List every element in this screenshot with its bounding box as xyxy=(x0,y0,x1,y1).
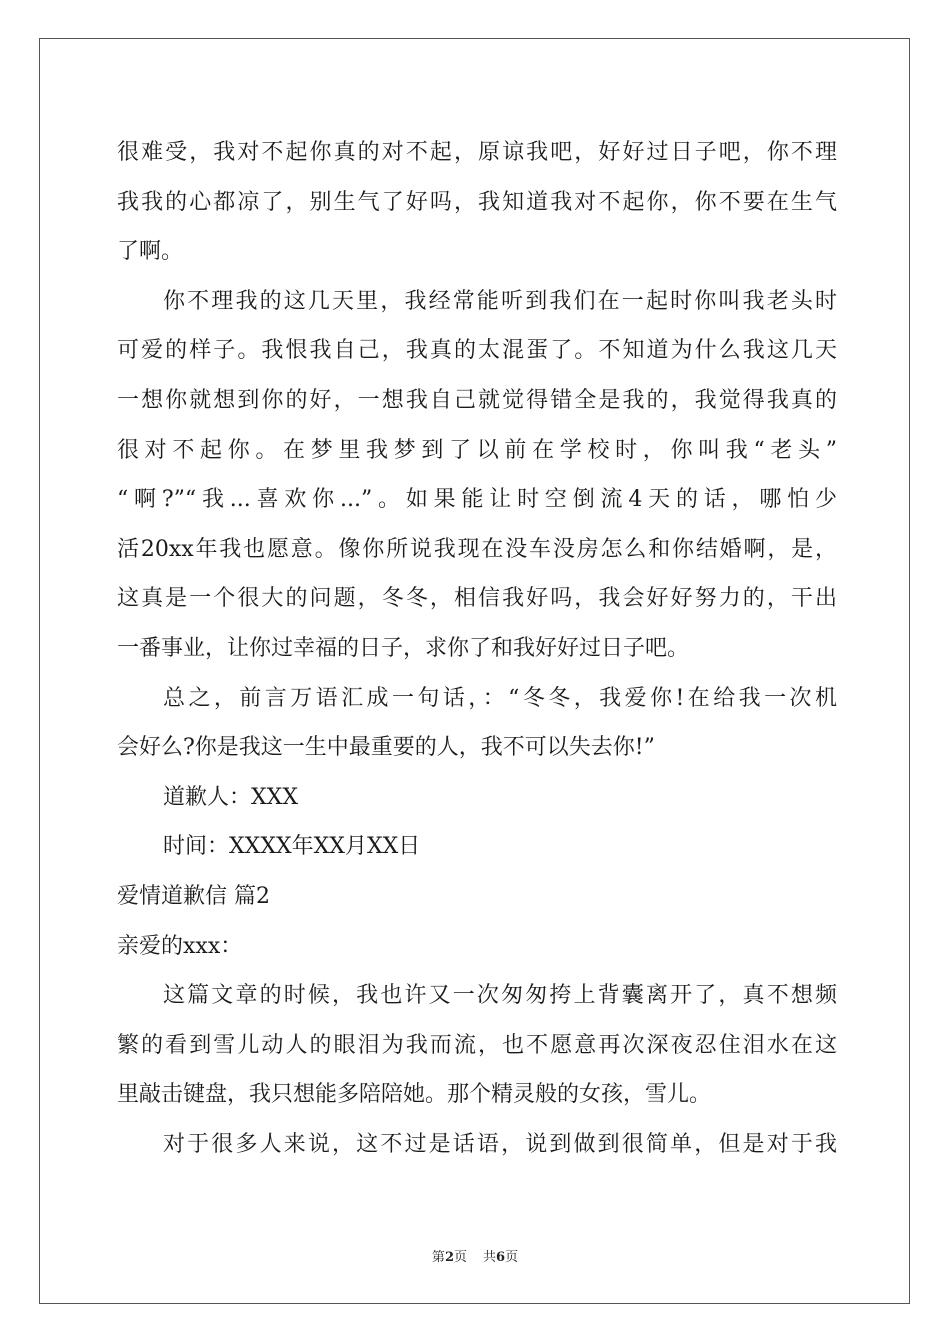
page-footer xyxy=(0,1250,950,1266)
text-line: 这真是一个很大的问题，冬冬，相信我好吗，我会好好努力的，干出 xyxy=(117,586,837,612)
text-line: 很难受，我对不起你真的对不起，原谅我吧，好好过日子吧，你不理 xyxy=(117,140,837,165)
footer-prefix: 第 xyxy=(431,1250,445,1265)
current-page-number: 2 xyxy=(444,1250,454,1265)
text-line: 了啊。 xyxy=(117,239,184,265)
text-line: 一番事业，让你过幸福的日子，求你了和我好好过日子吧。 xyxy=(117,635,690,661)
paragraph-start-line: 对于很多人来说，这不过是话语，说到做到很简单，但是对于我 xyxy=(163,1131,837,1157)
section-heading: 爱情道歉信 篇2 xyxy=(117,883,270,909)
text-line: 里敲击键盘，我只想能多陪陪她。那个精灵般的女孩，雪儿。 xyxy=(117,1082,712,1108)
paragraph-start-line: 你不理我的这几天里，我经常能听到我们在一起时你叫我老头时 xyxy=(163,288,837,314)
text-line: 很对不起你。在梦里我梦到了以前在学校时，你叫我“老头” xyxy=(117,437,837,463)
text-line: 活20xx年我也愿意。像你所说我现在没车没房怎么和你结婚啊，是， xyxy=(117,536,837,562)
document-body xyxy=(117,128,837,1169)
paragraph-start-line: 这篇文章的时候，我也许又一次匆匆挎上背囊离开了，真不想频 xyxy=(163,983,837,1009)
text-line: 繁的看到雪儿动人的眼泪为我而流，也不愿意再次深夜忍住泪水在这 xyxy=(117,1032,837,1058)
signature-apologizer: 道歉人：XXX xyxy=(163,784,298,810)
footer-total-suffix: 页 xyxy=(505,1250,519,1265)
footer-page-suffix: 页 xyxy=(453,1250,467,1265)
text-line: 我我的心都凉了，别生气了好吗，我知道我对不起你，你不要在生气 xyxy=(117,189,837,215)
paragraph-start-line: 总之，前言万语汇成一句话，：“冬冬，我爱你!在给我一次机 xyxy=(163,685,837,711)
text-line: 可爱的样子。我恨我自己，我真的太混蛋了。不知道为什么我这几天 xyxy=(117,338,837,364)
text-line: “啊?”“我...喜欢你...”。如果能让时空倒流4天的话，哪怕少 xyxy=(117,487,837,513)
text-line: 会好么?你是我这一生中最重要的人，我不可以失去你!” xyxy=(117,735,655,761)
text-line: 一想你就想到你的好，一想我自己就觉得错全是我的，我觉得我真的 xyxy=(117,387,837,413)
signature-date: 时间：XXXX年XX月XX日 xyxy=(163,834,421,860)
footer-total-prefix: 共 xyxy=(483,1250,497,1265)
salutation: 亲爱的xxx： xyxy=(117,933,243,959)
total-page-number: 6 xyxy=(496,1250,506,1265)
